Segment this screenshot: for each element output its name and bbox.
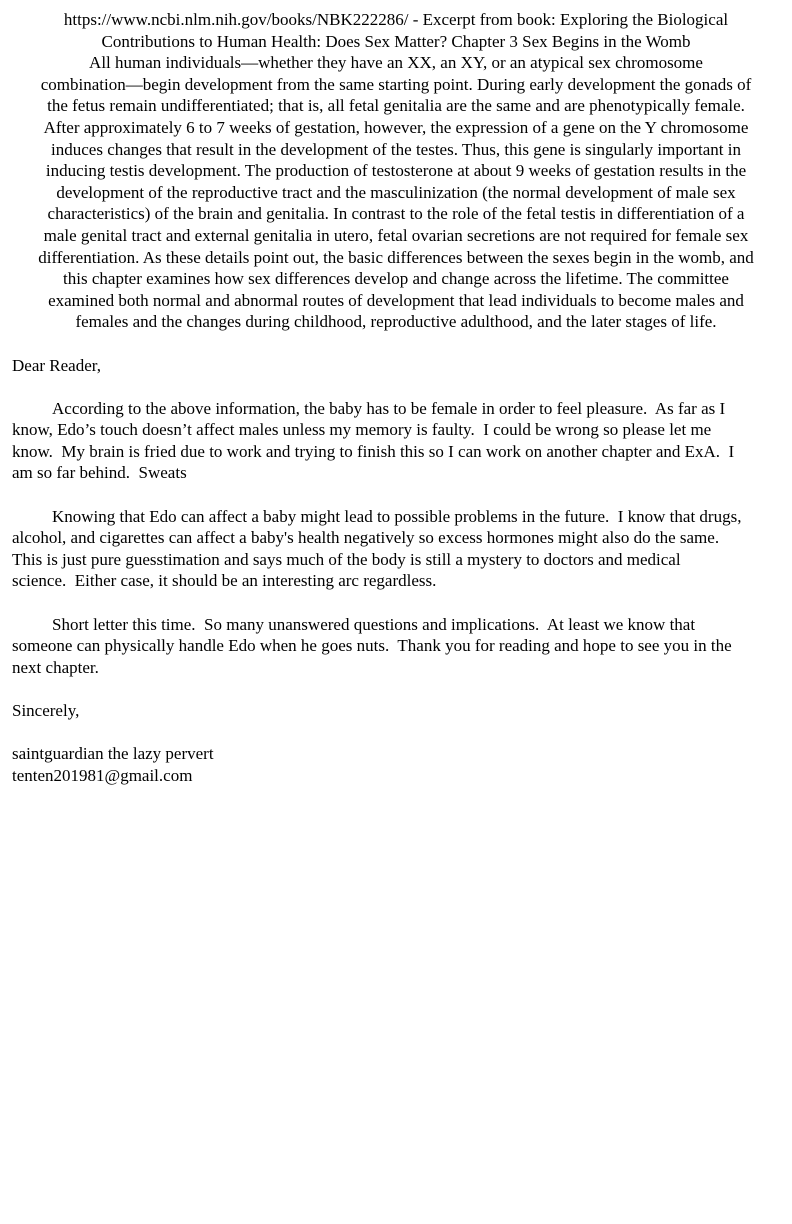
- text-line: Short letter this time. So many unanswered questions and implications. At least we know that: [52, 614, 696, 634]
- text-line: females and the changes during childhood, reproductive adulthood, and the later stages of life.: [75, 312, 717, 332]
- text-line: inducing testis development. The production of testosterone at about 9 weeks of gestation results in the: [45, 161, 747, 181]
- text-line: male genital tract and external genitalia in utero, fetal ovarian secretions are not required for female sex: [43, 225, 749, 245]
- signature-block: [12, 743, 780, 786]
- text-line: saintguardian the lazy pervert: [12, 744, 214, 764]
- text-line: know. My brain is fried due to work and trying to finish this so I can work on another chapter and ExA. I: [12, 441, 735, 461]
- book-excerpt-block: [12, 9, 780, 333]
- text-line: tenten201981@gmail.com: [12, 765, 193, 785]
- text-line: Contributions to Human Health: Does Sex Matter? Chapter 3 Sex Begins in the Womb: [101, 31, 691, 51]
- text-line: science. Either case, it should be an interesting arc regardless.: [12, 571, 437, 591]
- text-line: This is just pure guesstimation and says much of the body is still a mystery to doctors and medical: [12, 549, 681, 569]
- text-line: All human individuals—whether they have an XX, an XY, or an atypical sex chromosome: [89, 53, 703, 73]
- text-line: characteristics) of the brain and genitalia. In contrast to the role of the fetal testis in differentiation of a: [47, 204, 745, 224]
- salutation: Dear Reader,: [12, 355, 101, 375]
- text-line: combination—begin development from the same starting point. During early development the gonads of: [40, 74, 752, 94]
- paragraph-2: [12, 506, 780, 592]
- text-line: am so far behind. Sweats: [12, 463, 187, 483]
- text-line: According to the above information, the baby has to be female in order to feel pleasure. As far as I: [52, 398, 726, 418]
- text-line: https://www.ncbi.nlm.nih.gov/books/NBK222286/ - Excerpt from book: Exploring the Biological: [63, 10, 729, 29]
- paragraph-1: [12, 398, 780, 484]
- text-line: know, Edo’s touch doesn’t affect males unless my memory is faulty. I could be wrong so please let me: [12, 420, 712, 440]
- closing: Sincerely,: [12, 701, 80, 720]
- text-line: alcohol, and cigarettes can affect a baby's health negatively so excess hormones might also do the same.: [12, 528, 720, 548]
- text-line: differentiation. As these details point out, the basic differences between the sexes begin in the womb, and: [38, 247, 754, 267]
- text-line: induces changes that result in the development of the testes. Thus, this gene is singularly important in: [51, 139, 741, 159]
- paragraph-3: [12, 614, 780, 679]
- text-line: examined both normal and abnormal routes of development that lead individuals to become males and: [48, 290, 744, 310]
- text-line: Knowing that Edo can affect a baby might lead to possible problems in the future. I know that drugs,: [52, 506, 742, 526]
- text-line: next chapter.: [12, 657, 99, 677]
- text-line: this chapter examines how sex differences develop and change across the lifetime. The committee: [63, 269, 729, 289]
- text-line: After approximately 6 to 7 weeks of gestation, however, the expression of a gene on the Y chromosome: [43, 117, 749, 137]
- text-line: someone can physically handle Edo when he goes nuts. Thank you for reading and hope to see you in the: [12, 636, 732, 656]
- text-line: the fetus remain undifferentiated; that is, all fetal genitalia are the same and are phenotypically female.: [47, 96, 745, 116]
- text-line: development of the reproductive tract and the masculinization (the normal development of male sex: [56, 182, 736, 202]
